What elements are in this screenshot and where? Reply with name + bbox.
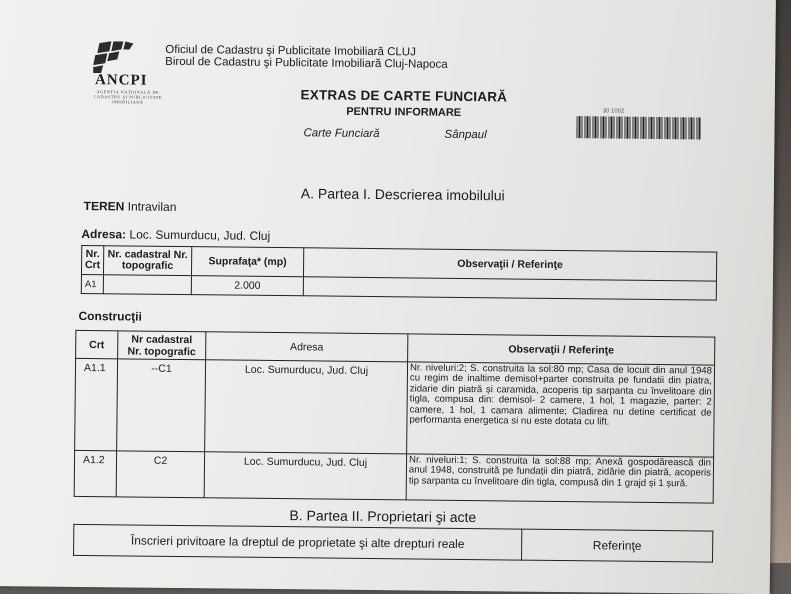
logo-acronym: ANCPI	[94, 72, 148, 89]
section-b-heading: B. Partea II. Proprietari şi acte	[289, 507, 477, 526]
carte-funciara-place: Sânpaul	[444, 128, 487, 142]
cell-adresa: Loc. Sumurducu, Jud. Cluj	[205, 360, 408, 454]
header-observatii: Observaţii / Referinţe	[408, 334, 715, 365]
teren-value: Intravilan	[127, 199, 177, 214]
proprietari-table	[73, 524, 713, 563]
logo-subtitle: AGENȚIA NAȚIONALĂ DE CADASTRU ȘI PUBLICITATE IMOBILIARĂ	[93, 89, 163, 105]
document-subtitle: PENTRU INFORMARE	[346, 105, 462, 119]
cell-suprafata: 2.000	[191, 276, 303, 296]
cell-observatii	[303, 277, 716, 300]
constructii-heading: Construcţii	[78, 308, 142, 324]
document-title: EXTRAS DE CARTE FUNCIARĂ	[300, 87, 508, 105]
cell-crt: A1.1	[75, 358, 118, 450]
cell-crt: A1.2	[74, 450, 116, 496]
cell-adresa: Loc. Sumurducu, Jud. Cluj	[204, 452, 406, 500]
office-line-2: Biroul de Cadastru şi Publicitate Imobiliară Cluj-Napoca	[165, 55, 448, 71]
teren-table	[81, 245, 717, 301]
ancpi-logo-icon	[93, 41, 137, 73]
header-suprafata: Suprafaţa* (mp)	[191, 247, 303, 277]
cell-observatii: Nr. niveluri:1; S. construita la sol:88 mp; Anexă gospodărească din anul 1948, construită pe fundații din piatră, zidărie din piatră, acoperis tip sarpanta cu învelitoare din tigla, compusă din 1 grajd și 1 șură.	[406, 454, 713, 503]
carte-funciara-label: Carte Funciară	[303, 127, 380, 141]
header-crt: Crt	[76, 330, 118, 358]
header-nr-cadastral: Nr cadastral Nr. topografic	[118, 331, 206, 360]
cell-nr: A1	[81, 274, 103, 293]
adresa-label: Adresa:	[81, 226, 127, 242]
adresa-line	[81, 227, 270, 243]
teren-label: TEREN	[83, 198, 125, 214]
table-row	[74, 450, 713, 503]
header-observatii: Observaţii / Referinţe	[303, 248, 716, 281]
header-referinte: Referinţe	[522, 529, 713, 562]
ancpi-logo	[89, 41, 170, 112]
header-nr-cadastral: Nr. cadastral Nr. topografic	[103, 246, 191, 276]
header-nr-crt: Nr. Crt	[81, 245, 103, 274]
cell-cadastral: --C1	[117, 359, 206, 452]
table-row	[75, 358, 715, 457]
adresa-value: Loc. Sumurducu, Jud. Cluj	[129, 227, 271, 243]
section-a-heading: A. Partea I. Descrierea imobilului	[300, 185, 505, 204]
constructii-table	[74, 330, 716, 504]
cell-cadastral	[103, 275, 191, 295]
cell-observatii: Nr. niveluri:2; S. construita la sol:80 mp; Casa de locuit din anul 1948 cu regim de inaltime demisol+parter construita pe fundatii din piatra, zidarie din piatră și caramida, acoperis tip sarpanta cu învelitoare din tigla, compusa din: demisol- 2 camere, 1 hol, 1 magazie, parter: 2 camere, 1 hol, 1 camara alimente; Cladirea nu detine certificat de performanta energetica si nu este dotata cu lift.	[407, 362, 715, 457]
office-block	[165, 44, 448, 71]
header-adresa: Adresa	[206, 332, 408, 362]
proprietari-table-header	[74, 524, 713, 562]
barcode	[576, 116, 700, 139]
header-inscrieri: Înscrieri privitoare la dreptul de proprietate şi alte drepturi reale	[74, 524, 522, 560]
cell-cadastral: C2	[116, 451, 204, 498]
teren-line	[84, 199, 177, 214]
barcode-number: 30 1002	[602, 108, 625, 115]
office-line-1: Oficiul de Cadastru şi Publicitate Imobiliară CLUJ	[165, 43, 416, 59]
